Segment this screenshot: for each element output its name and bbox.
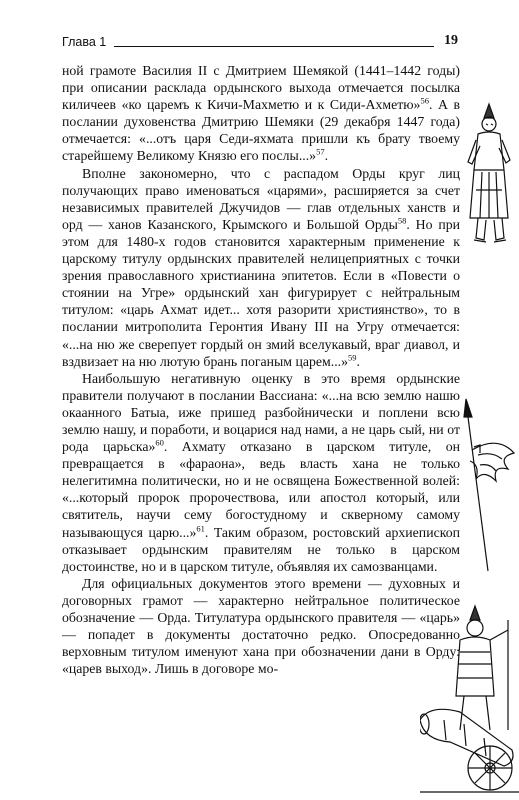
footnote-ref: 58 [397,215,407,226]
text-run: . А в послании духовенства Дмитрию Шемяки (29 декабря 1447 года) отмечается: «...отъ царя Седи-яхмата пришли къ брату твоему старейшему Великому Князю его послы...» [62,97,461,164]
text-run: Для официальных документов этого времени — духовных и договорных грамот — характерно нейтральное политическое обозначение — Орда. Титулатура ордынского правителя — «царь» — попадет в документы достаточно редко. Опосредованно верховным титулом именуют хана при обозначении дани в Орду: «царев выход». Лишь в договоре мо- [62,575,460,677]
text-run: Наибольшую негативную оценку в это время ордынские правители получают в послании Вассиана: «...на всю землю нашю окаанного Батыа, иже пришед разбойнически и поплени всю землю нашу, и поработи, и воцарися над нами, а не царь сый, ни от рода царьска» [62,370,460,455]
footnote-ref: 61 [196,522,205,533]
running-header [62,35,458,57]
body-text [62,62,460,677]
paragraph [62,370,460,575]
chapter-title: Глава 1 [62,35,107,49]
footnote-ref: 57 [316,146,325,157]
text-run: . [356,353,360,369]
paragraph [62,62,460,165]
mongol-warrior-illustration [462,100,516,250]
text-run: . Но при этом для 1480-х годов становится характерным применение к царскому титулу ордынских правителей нелицеприятных с точки зрения православного христианина эпитетов. Если в «Повести о стоянии на Угре» ордынский хан фигурирует с нейтральным титулом: «царь Ахмат идет... хотя разорити християнство», то в послании митрополита Геронтия Ивану III на Угру отмечается: «...на ню же сверепует гордый он змий вселукавый, враг диавол, и вздвизает на ню лютую брань поганым царем...» [62,216,460,369]
paragraph [62,165,460,370]
text-run: Вполне закономерно, что с распадом Орды круг лиц получающих право именоваться «царями», расширяется за счет независимых правителей Джучидов — глав отдельных ханств и орд — ханов Казанского, Крымского и Большой Орды [62,165,460,232]
footnote-ref: 59 [348,352,357,362]
page-number: 19 [444,33,458,48]
footnote-ref: 56 [420,95,429,106]
text-run: . Ахмату отказано в царском титуле, он превращается в «фараона», ведь власть хана не только нелегитимна политически, но и не освящена Божественной волей: «...который пророк пророчествова, или апостол который, или святитель, научи сему богостудному и скверному самому называющуся царю...» [62,439,460,540]
spear-with-horsetail-illustration [458,395,518,575]
header-rule [114,46,434,47]
text-run: ной грамоте Василия II с Дмитрием Шемякой (1441–1442 годы) при описании расклада ордынского выхода отмечается посылка киличеев «ко царемъ к Кичи-Махметю и к Сиди-Ахметю» [62,63,460,113]
cannon-with-soldier-illustration [420,600,519,800]
text-run: . [324,148,329,164]
text-run: . Таким образом, ростовский архиепископ отказывает ордынским правителям не только в царском достоинстве, но и в царском титуле, объявляя их самозванцами. [62,524,460,574]
footnote-ref: 60 [155,437,164,448]
paragraph [62,575,460,678]
